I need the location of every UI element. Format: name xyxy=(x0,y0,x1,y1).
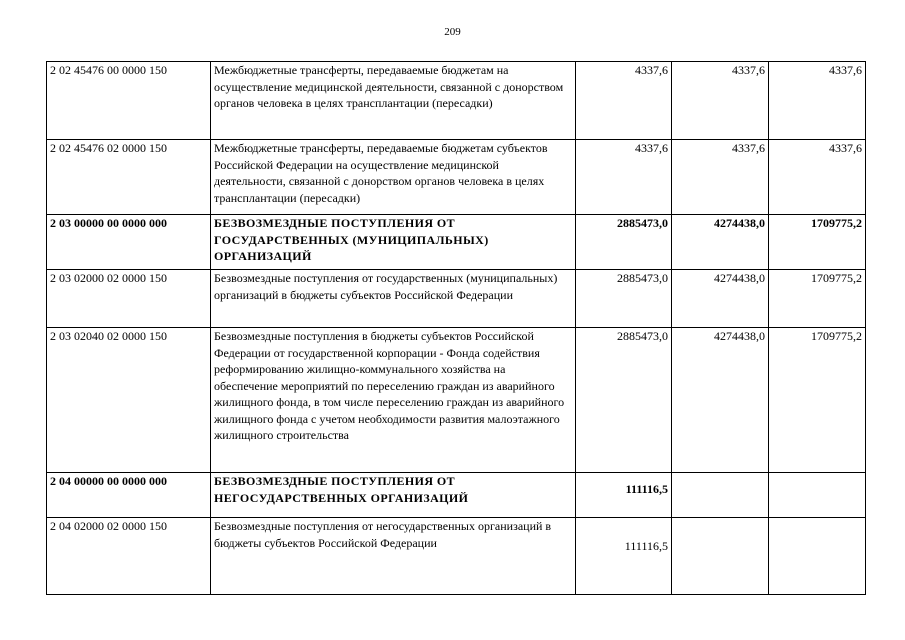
amount-year-1: 4337,6 xyxy=(576,62,672,140)
table-row xyxy=(47,270,866,328)
amount-year-3: 4337,6 xyxy=(769,62,866,140)
revenue-description: Межбюджетные трансферты, передаваемые бюджетам на осуществление медицинской деятельности, связанной с донорством органов человека в целях трансплантации (пересадки) xyxy=(211,62,576,140)
amount-year-3: 1709775,2 xyxy=(769,215,866,270)
budget-code: 2 02 45476 00 0000 150 xyxy=(47,62,211,140)
amount-year-2: 4274438,0 xyxy=(672,328,769,473)
table-row-section-heading xyxy=(47,473,866,518)
amount-year-3: 1709775,2 xyxy=(769,270,866,328)
amount-year-1: 111116,5 xyxy=(576,518,672,595)
budget-code: 2 03 02040 02 0000 150 xyxy=(47,328,211,473)
amount-year-1: 2885473,0 xyxy=(576,215,672,270)
revenue-description: Безвозмездные поступления от государственных (муниципальных) организаций в бюджеты субъектов Российской Федерации xyxy=(211,270,576,328)
amount-year-2: 4337,6 xyxy=(672,140,769,215)
table-row xyxy=(47,328,866,473)
revenue-description: БЕЗВОЗМЕЗДНЫЕ ПОСТУПЛЕНИЯ ОТ ГОСУДАРСТВЕННЫХ (МУНИЦИПАЛЬНЫХ) ОРГАНИЗАЦИЙ xyxy=(211,215,576,270)
amount-year-2: 4274438,0 xyxy=(672,215,769,270)
revenue-description: Безвозмездные поступления от негосударственных организаций в бюджеты субъектов Российской Федерации xyxy=(211,518,576,595)
budget-code: 2 04 00000 00 0000 000 xyxy=(47,473,211,518)
page-number: 209 xyxy=(444,26,461,38)
table-row xyxy=(47,62,866,140)
budget-code: 2 02 45476 02 0000 150 xyxy=(47,140,211,215)
table-row xyxy=(47,140,866,215)
amount-year-1: 2885473,0 xyxy=(576,270,672,328)
amount-year-2: 4337,6 xyxy=(672,62,769,140)
revenue-description: БЕЗВОЗМЕЗДНЫЕ ПОСТУПЛЕНИЯ ОТ НЕГОСУДАРСТВЕННЫХ ОРГАНИЗАЦИЙ xyxy=(211,473,576,518)
budget-code: 2 03 00000 00 0000 000 xyxy=(47,215,211,270)
budget-revenue-table xyxy=(46,61,866,595)
revenue-description: Безвозмездные поступления в бюджеты субъектов Российской Федерации от государственной корпорации - Фонда содействия реформированию жилищно-коммунального хозяйства на обеспечение мероприятий по переселению граждан из аварийного жилищного фонда, в том числе переселению граждан из аварийного жилищного фонда с учетом необходимости развития малоэтажного жилищного строительства xyxy=(211,328,576,473)
budget-code: 2 03 02000 02 0000 150 xyxy=(47,270,211,328)
amount-year-3: 4337,6 xyxy=(769,140,866,215)
amount-year-2 xyxy=(672,518,769,595)
amount-year-1: 111116,5 xyxy=(576,473,672,518)
amount-year-2: 4274438,0 xyxy=(672,270,769,328)
amount-year-3 xyxy=(769,473,866,518)
table-row-section-heading xyxy=(47,215,866,270)
amount-year-3: 1709775,2 xyxy=(769,328,866,473)
amount-year-2 xyxy=(672,473,769,518)
amount-year-3 xyxy=(769,518,866,595)
table-row xyxy=(47,518,866,595)
revenue-description: Межбюджетные трансферты, передаваемые бюджетам субъектов Российской Федерации на осуществление медицинской деятельности, связанной с донорством органов человека в целях трансплантации (пересадки) xyxy=(211,140,576,215)
amount-year-1: 4337,6 xyxy=(576,140,672,215)
amount-year-1: 2885473,0 xyxy=(576,328,672,473)
budget-code: 2 04 02000 02 0000 150 xyxy=(47,518,211,595)
